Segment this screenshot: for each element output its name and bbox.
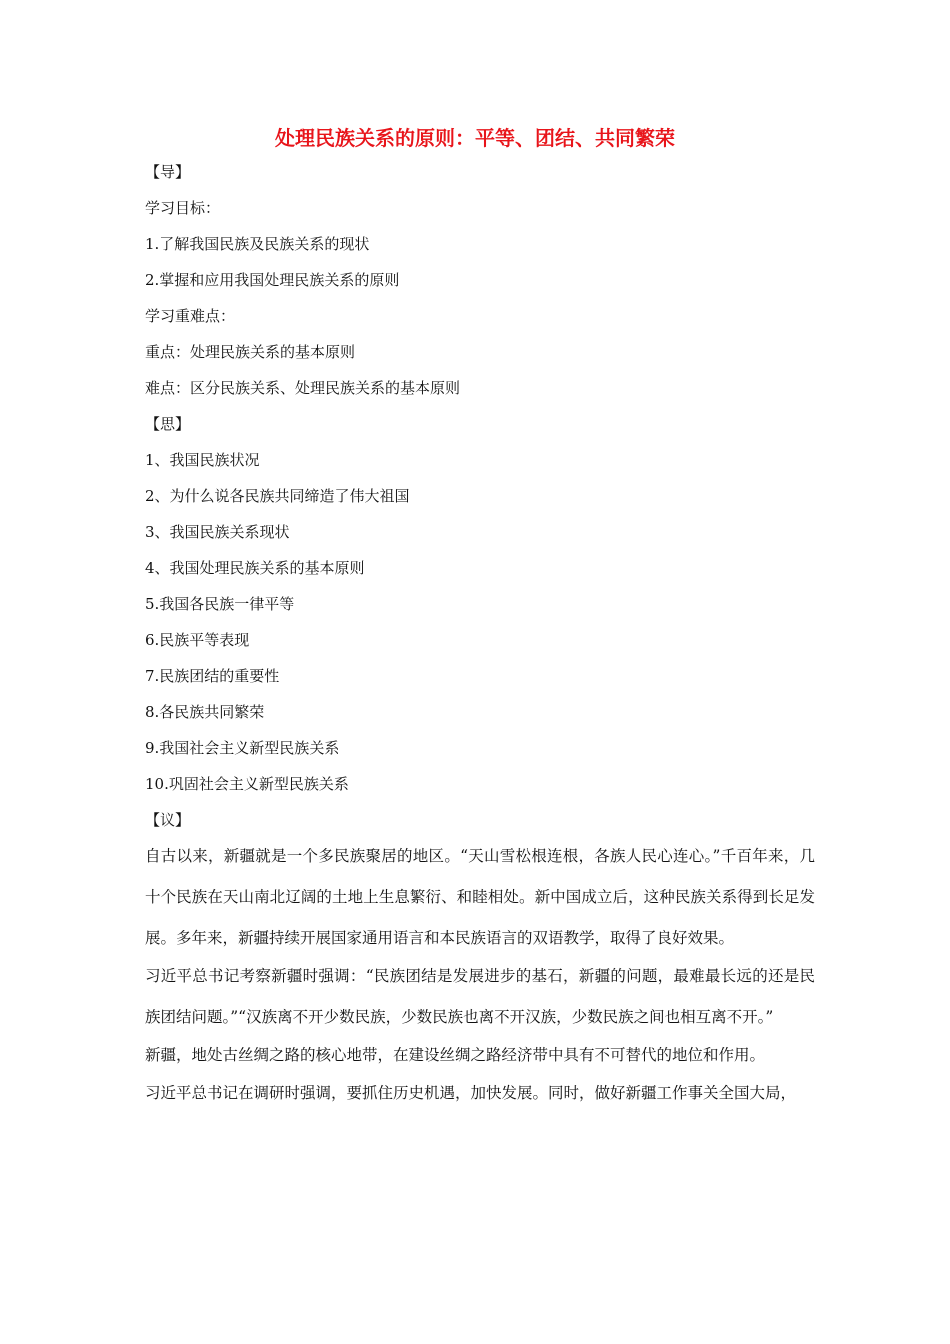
yi-paragraph: 习近平总书记在调研时强调，要抓住历史机遇，加快发展。同时，做好新疆工作事关全国大局， xyxy=(145,1084,797,1102)
dao-line: 重点：处理民族关系的基本原则 xyxy=(145,343,356,361)
dao-line: 难点：区分民族关系、处理民族关系的基本原则 xyxy=(145,379,461,397)
yi-paragraph: 习近平总书记考察新疆时强调：“民族团结是发展进步的基石，新疆的问题，最难最长远的还是民族团结问题。”“汉族离不开少数民族，少数民族也离不开汉族，少数民族之间也相互离不开。” xyxy=(145,967,815,1026)
si-line: 4、我国处理民族关系的基本原则 xyxy=(145,559,365,577)
dao-line: 2.掌握和应用我国处理民族关系的原则 xyxy=(145,271,400,289)
si-line: 10.巩固社会主义新型民族关系 xyxy=(145,775,349,793)
si-line: 5.我国各民族一律平等 xyxy=(145,595,295,613)
si-line: 2、为什么说各民族共同缔造了伟大祖国 xyxy=(145,487,410,505)
si-line: 9.我国社会主义新型民族关系 xyxy=(145,739,340,757)
yi-paragraph: 自古以来，新疆就是一个多民族聚居的地区。“天山雪松根连根，各族人民心连心。”千百年来，几十个民族在天山南北辽阔的土地上生息繁衍、和睦相处。新中国成立后，这种民族关系得到长足发展。多年来，新疆持续开展国家通用语言和本民族语言的双语教学，取得了良好效果。 xyxy=(145,847,815,947)
document-body xyxy=(145,158,815,1114)
dao-line: 1.了解我国民族及民族关系的现状 xyxy=(145,235,370,253)
yi-paragraph: 新疆，地处古丝绸之路的核心地带，在建设丝绸之路经济带中具有不可替代的地位和作用。 xyxy=(145,1046,766,1064)
section-heading-yi: 【议】 xyxy=(145,811,191,829)
si-line: 6.民族平等表现 xyxy=(145,631,250,649)
section-heading-dao: 【导】 xyxy=(145,163,191,181)
dao-line: 学习目标： xyxy=(145,199,221,217)
si-line: 8.各民族共同繁荣 xyxy=(145,703,265,721)
si-line: 3、我国民族关系现状 xyxy=(145,523,290,541)
section-heading-si: 【思】 xyxy=(145,415,191,433)
si-line: 7.民族团结的重要性 xyxy=(145,667,280,685)
si-line: 1、我国民族状况 xyxy=(145,451,260,469)
dao-line: 学习重难点： xyxy=(145,307,236,325)
document-title: 处理民族关系的原则：平等、团结、共同繁荣 xyxy=(275,126,675,150)
